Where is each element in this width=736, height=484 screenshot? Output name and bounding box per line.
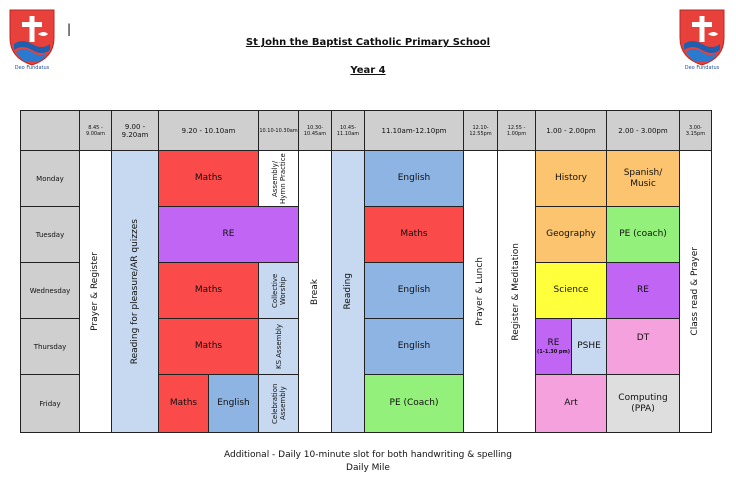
lesson-label: Collective Worship bbox=[270, 273, 287, 308]
lesson-cell: History bbox=[535, 150, 607, 207]
lesson-cell: Maths bbox=[158, 150, 259, 207]
lesson-label: Assembly/ Hymn Practice bbox=[270, 153, 287, 204]
lesson-cell: Maths bbox=[158, 262, 259, 319]
break-slot bbox=[298, 150, 332, 433]
time-header: 10.45-11.10am bbox=[331, 110, 365, 151]
reading-slot bbox=[331, 150, 365, 433]
year-title: Year 4 bbox=[350, 65, 386, 76]
class-read-slot bbox=[679, 150, 712, 433]
day-label: Friday bbox=[20, 374, 80, 433]
prayer-register-slot bbox=[79, 150, 112, 433]
text-cursor: | bbox=[67, 22, 72, 36]
time-header: 8.45 - 9.00am bbox=[79, 110, 112, 151]
lesson-cell: Maths bbox=[158, 318, 259, 375]
logo-motto: Deo Fundatus bbox=[684, 65, 720, 71]
lesson-cell bbox=[258, 262, 299, 319]
lesson-cell: Maths bbox=[158, 374, 209, 433]
lesson-cell: RE bbox=[158, 206, 299, 263]
lesson-label: RE bbox=[547, 338, 560, 348]
day-label: Monday bbox=[20, 150, 80, 207]
lesson-cell: English bbox=[364, 150, 464, 207]
school-name: St John the Baptist Catholic Primary School bbox=[245, 37, 491, 48]
lesson-cell bbox=[258, 374, 299, 433]
lesson-cell: Spanish/ Music bbox=[606, 150, 680, 207]
break-label: Break bbox=[309, 278, 320, 305]
lesson-cell: PE (coach) bbox=[606, 206, 680, 263]
corner-cell bbox=[20, 110, 80, 151]
lesson-cell bbox=[258, 318, 299, 375]
lesson-cell: DT bbox=[606, 318, 680, 375]
lesson-cell: RE bbox=[606, 262, 680, 319]
lesson-label: Celebration Assembly bbox=[270, 383, 287, 424]
prayer-register-label: Prayer & Register bbox=[90, 252, 100, 331]
prayer-lunch-label: Prayer & Lunch bbox=[475, 257, 485, 326]
reading-label: Reading bbox=[342, 273, 353, 310]
footer-note: Additional - Daily 10-minute slot for both handwriting & spelling bbox=[224, 450, 512, 460]
time-header: 2.00 - 3.00pm bbox=[606, 110, 680, 151]
lesson-cell: English bbox=[208, 374, 259, 433]
time-header: 10.10-10.30am bbox=[258, 110, 299, 151]
time-header: 10.30-10.45am bbox=[298, 110, 332, 151]
lesson-cell: PE (Coach) bbox=[364, 374, 464, 433]
day-label: Tuesday bbox=[20, 206, 80, 263]
lesson-cell: Art bbox=[535, 374, 607, 433]
lesson-cell: Geography bbox=[535, 206, 607, 263]
lesson-cell bbox=[258, 150, 299, 207]
class-read-label: Class read & Prayer bbox=[690, 247, 700, 336]
time-header: 11.10am-12.10pm bbox=[364, 110, 464, 151]
logo-motto: Deo Fundatus bbox=[14, 65, 50, 71]
lesson-cell: Science bbox=[535, 262, 607, 319]
day-label: Wednesday bbox=[20, 262, 80, 319]
time-header: 12.55 - 1.00pm bbox=[497, 110, 536, 151]
lesson-cell: Maths bbox=[364, 206, 464, 263]
lesson-cell: Computing (PPA) bbox=[606, 374, 680, 433]
time-header: 9.00 - 9.20am bbox=[111, 110, 159, 151]
reading-pleasure-label: Reading for pleasure/AR quizzes bbox=[129, 218, 140, 365]
lesson-cell bbox=[535, 318, 572, 375]
time-header: 12.10-12.55pm bbox=[463, 110, 498, 151]
reading-pleasure-slot bbox=[111, 150, 159, 433]
lesson-cell: English bbox=[364, 262, 464, 319]
time-header: 9.20 - 10.10am bbox=[158, 110, 259, 151]
footer-note: Daily Mile bbox=[346, 463, 390, 473]
time-header: 3.00-3.15pm bbox=[679, 110, 712, 151]
lesson-time-note: (1-1.30 pm) bbox=[537, 349, 570, 355]
time-header: 1.00 - 2.00pm bbox=[535, 110, 607, 151]
lesson-cell: PSHE bbox=[571, 318, 607, 375]
register-meditation-slot bbox=[497, 150, 536, 433]
register-meditation-label: Register & Meditation bbox=[511, 242, 521, 341]
lesson-cell: English bbox=[364, 318, 464, 375]
day-label: Thursday bbox=[20, 318, 80, 375]
prayer-lunch-slot bbox=[463, 150, 498, 433]
lesson-label: KS Assembly bbox=[274, 324, 283, 369]
